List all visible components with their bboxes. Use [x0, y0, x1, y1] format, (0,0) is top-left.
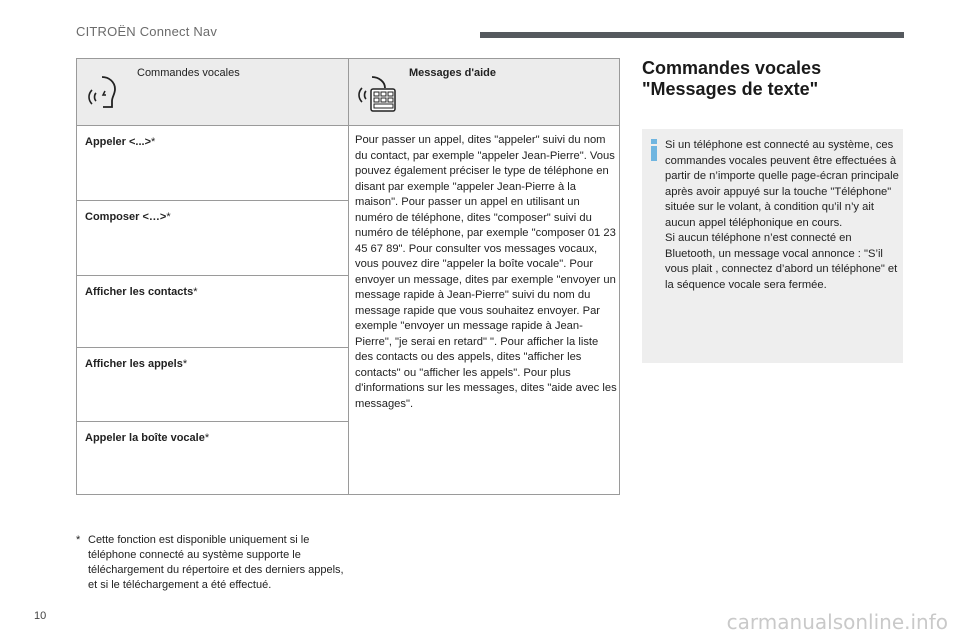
- voice-command-icon: [85, 69, 125, 113]
- footnote-star: *: [182, 358, 188, 370]
- voice-help-keypad-icon: [357, 69, 397, 113]
- command-row-contacts: [77, 276, 348, 348]
- command-row-voicemail: [77, 422, 348, 494]
- info-text: [665, 138, 901, 293]
- command-row-call: [77, 126, 348, 201]
- footnote-star: *: [166, 211, 171, 223]
- voice-commands-table: [76, 58, 620, 495]
- command-label: Composer <…>: [85, 211, 167, 223]
- info-icon: [650, 139, 659, 161]
- header-bar: [480, 32, 904, 38]
- header-label-commands: Commandes vocales: [137, 67, 240, 79]
- footnote-star: *: [151, 136, 156, 148]
- brand-header: CITROËN Connect Nav: [76, 24, 218, 39]
- header-label-help: Messages d'aide: [409, 67, 496, 79]
- info-paragraph: Si aucun téléphone n’est connecté en Bluetooth, un message vocal annonce : "S’il vous plait , connectez d’abord un téléphone" et la séquence vocale sera fermée.: [665, 232, 898, 291]
- footnote-star: *: [193, 286, 198, 298]
- header-cell-help: [349, 59, 619, 125]
- help-message-text: Pour passer un appel, dites "appeler" suivi du nom du contact, par exemple "appeler Jean-Pierre". Vous pouvez également préciser le type de téléphone en disant par exemple "appeler Jean-Pierre à la maison". Pour passer un appel en utilisant un numéro de téléphone, dites "composer" suivi du numéro de téléphone, par exemple "composer 01 23 45 67 89". Pour consulter vos messages vocaux, vous pouvez dire "appeler la boîte vocale". Pour envoyer un message, dites par exemple "envoyer un message rapide à Jean-Pierre" suivi du nom du message rapide que vous souhaitez envoyer. Par exemple "envoyer un message rapide à Jean-Pierre", "je serai en retard" ". Pour afficher la liste des contacts ou des appels, dites "afficher les contacts" ou "afficher les appels". Pour plus d'informations sur les messages, dites "aide avec les messages".: [355, 134, 617, 410]
- command-row-calls: [77, 348, 348, 422]
- section-title-line-2: "Messages de texte": [642, 79, 819, 99]
- footnote-mark: *: [76, 534, 81, 546]
- command-label: Appeler <...>: [85, 136, 152, 148]
- info-paragraph: Si un téléphone est connecté au système, ces commandes vocales peuvent être effectuées à partir de n’importe quelle page-écran principale après avoir appuyé sur la touche "Téléphone" située sur le volant, à condition qu’il n’y ait aucun appel téléphonique en cours.: [665, 139, 899, 229]
- command-label: Appeler la boîte vocale: [85, 432, 205, 444]
- page-number: 10: [34, 610, 47, 622]
- footnote-star: *: [204, 432, 210, 444]
- header-cell-commands: [77, 59, 348, 125]
- info-box: [642, 129, 903, 363]
- watermark: carmanualsonline.info: [726, 610, 948, 634]
- command-label: Afficher les appels: [85, 358, 183, 370]
- command-row-dial: [77, 201, 348, 276]
- command-label: Afficher les contacts: [85, 286, 194, 298]
- section-title: [642, 58, 912, 100]
- section-title-line-1: Commandes vocales: [642, 58, 822, 78]
- footnote-text: Cette fonction est disponible uniquement si le téléphone connecté au système supporte le téléchargement du répertoire et des derniers appels, et si le téléchargement a été effectué.: [88, 534, 344, 591]
- footnote: [76, 533, 348, 593]
